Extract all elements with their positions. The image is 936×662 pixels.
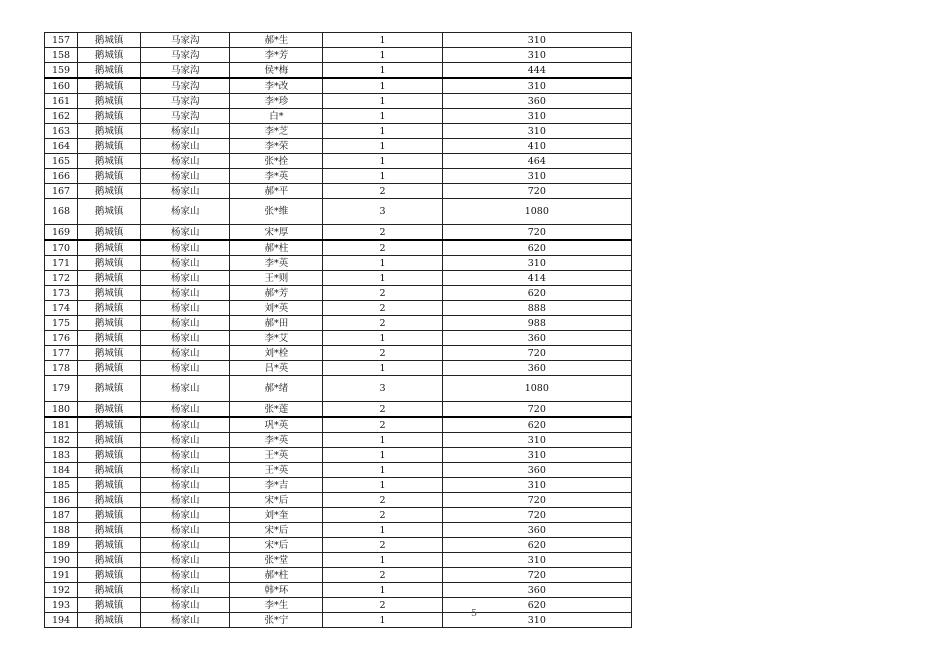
cell-name: 李*珍 (230, 94, 323, 109)
cell-village: 杨家山 (141, 448, 230, 463)
cell-name: 巩*英 (230, 417, 323, 433)
cell-town: 鹅城镇 (78, 331, 141, 346)
table-row (45, 598, 632, 613)
cell-count: 1 (323, 433, 442, 448)
cell-count: 2 (323, 225, 442, 241)
cell-count: 3 (323, 376, 442, 402)
cell-town: 鹅城镇 (78, 78, 141, 94)
cell-count: 1 (323, 361, 442, 376)
cell-village: 杨家山 (141, 184, 230, 199)
cell-village: 杨家山 (141, 286, 230, 301)
cell-name: 宋*厚 (230, 225, 323, 241)
cell-row-number: 194 (45, 613, 78, 628)
cell-village: 杨家山 (141, 493, 230, 508)
cell-amount: 310 (442, 478, 631, 493)
table-row (45, 478, 632, 493)
cell-amount: 720 (442, 402, 631, 418)
cell-amount: 310 (442, 48, 631, 63)
cell-village: 杨家山 (141, 463, 230, 478)
cell-town: 鹅城镇 (78, 240, 141, 256)
cell-village: 马家沟 (141, 109, 230, 124)
cell-name: 韩*环 (230, 583, 323, 598)
cell-row-number: 186 (45, 493, 78, 508)
cell-town: 鹅城镇 (78, 493, 141, 508)
cell-town: 鹅城镇 (78, 225, 141, 241)
cell-village: 马家沟 (141, 33, 230, 48)
cell-name: 侯*梅 (230, 63, 323, 79)
cell-village: 杨家山 (141, 613, 230, 628)
table-row (45, 448, 632, 463)
table-row (45, 63, 632, 79)
cell-row-number: 184 (45, 463, 78, 478)
cell-name: 王*英 (230, 463, 323, 478)
cell-row-number: 174 (45, 301, 78, 316)
cell-amount: 414 (442, 271, 631, 286)
cell-village: 杨家山 (141, 199, 230, 225)
cell-amount: 720 (442, 508, 631, 523)
cell-count: 2 (323, 493, 442, 508)
cell-name: 宋*后 (230, 523, 323, 538)
cell-row-number: 175 (45, 316, 78, 331)
cell-row-number: 173 (45, 286, 78, 301)
table-row (45, 402, 632, 418)
cell-amount: 464 (442, 154, 631, 169)
cell-amount: 310 (442, 448, 631, 463)
cell-town: 鹅城镇 (78, 169, 141, 184)
cell-name: 郝*柱 (230, 568, 323, 583)
cell-count: 1 (323, 613, 442, 628)
cell-village: 杨家山 (141, 331, 230, 346)
cell-count: 2 (323, 286, 442, 301)
cell-town: 鹅城镇 (78, 583, 141, 598)
cell-count: 1 (323, 94, 442, 109)
table-row (45, 286, 632, 301)
cell-amount: 620 (442, 417, 631, 433)
cell-row-number: 193 (45, 598, 78, 613)
table-row (45, 301, 632, 316)
cell-town: 鹅城镇 (78, 33, 141, 48)
cell-row-number: 170 (45, 240, 78, 256)
cell-amount: 620 (442, 538, 631, 553)
cell-town: 鹅城镇 (78, 316, 141, 331)
cell-amount: 310 (442, 613, 631, 628)
cell-town: 鹅城镇 (78, 433, 141, 448)
cell-amount: 720 (442, 225, 631, 241)
cell-row-number: 192 (45, 583, 78, 598)
cell-town: 鹅城镇 (78, 301, 141, 316)
cell-amount: 310 (442, 109, 631, 124)
cell-amount: 360 (442, 331, 631, 346)
cell-count: 1 (323, 154, 442, 169)
table-row (45, 376, 632, 402)
table-row (45, 199, 632, 225)
cell-count: 1 (323, 109, 442, 124)
cell-name: 郝*生 (230, 33, 323, 48)
cell-name: 张*堂 (230, 553, 323, 568)
table-row (45, 48, 632, 63)
cell-village: 杨家山 (141, 402, 230, 418)
cell-amount: 720 (442, 346, 631, 361)
cell-town: 鹅城镇 (78, 613, 141, 628)
cell-count: 1 (323, 271, 442, 286)
cell-row-number: 169 (45, 225, 78, 241)
cell-count: 1 (323, 331, 442, 346)
cell-count: 1 (323, 169, 442, 184)
cell-row-number: 165 (45, 154, 78, 169)
cell-amount: 360 (442, 463, 631, 478)
cell-name: 张*宁 (230, 613, 323, 628)
cell-name: 李*改 (230, 78, 323, 94)
table-row (45, 225, 632, 241)
cell-count: 2 (323, 417, 442, 433)
cell-name: 白* (230, 109, 323, 124)
cell-town: 鹅城镇 (78, 463, 141, 478)
cell-town: 鹅城镇 (78, 553, 141, 568)
cell-town: 鹅城镇 (78, 139, 141, 154)
cell-amount: 1080 (442, 199, 631, 225)
cell-row-number: 164 (45, 139, 78, 154)
cell-name: 郝*芳 (230, 286, 323, 301)
cell-town: 鹅城镇 (78, 256, 141, 271)
cell-town: 鹅城镇 (78, 63, 141, 79)
data-table (44, 32, 632, 628)
cell-row-number: 176 (45, 331, 78, 346)
cell-village: 杨家山 (141, 598, 230, 613)
cell-count: 1 (323, 124, 442, 139)
cell-row-number: 180 (45, 402, 78, 418)
cell-name: 刘*英 (230, 301, 323, 316)
cell-row-number: 183 (45, 448, 78, 463)
cell-row-number: 162 (45, 109, 78, 124)
cell-town: 鹅城镇 (78, 271, 141, 286)
cell-name: 李*吉 (230, 478, 323, 493)
table-row (45, 271, 632, 286)
cell-count: 1 (323, 256, 442, 271)
cell-count: 1 (323, 583, 442, 598)
cell-village: 杨家山 (141, 271, 230, 286)
table-row (45, 463, 632, 478)
cell-village: 杨家山 (141, 346, 230, 361)
cell-town: 鹅城镇 (78, 402, 141, 418)
cell-village: 马家沟 (141, 94, 230, 109)
cell-amount: 310 (442, 256, 631, 271)
cell-row-number: 157 (45, 33, 78, 48)
table-row (45, 417, 632, 433)
cell-name: 郝*柱 (230, 240, 323, 256)
cell-name: 郝*平 (230, 184, 323, 199)
cell-row-number: 181 (45, 417, 78, 433)
table-row (45, 538, 632, 553)
cell-row-number: 185 (45, 478, 78, 493)
cell-town: 鹅城镇 (78, 184, 141, 199)
cell-row-number: 187 (45, 508, 78, 523)
cell-town: 鹅城镇 (78, 199, 141, 225)
cell-name: 宋*后 (230, 538, 323, 553)
cell-town: 鹅城镇 (78, 361, 141, 376)
cell-town: 鹅城镇 (78, 417, 141, 433)
cell-amount: 620 (442, 598, 631, 613)
cell-village: 杨家山 (141, 139, 230, 154)
table-row (45, 124, 632, 139)
cell-town: 鹅城镇 (78, 508, 141, 523)
cell-village: 杨家山 (141, 361, 230, 376)
cell-count: 1 (323, 523, 442, 538)
cell-village: 杨家山 (141, 583, 230, 598)
cell-town: 鹅城镇 (78, 376, 141, 402)
cell-row-number: 167 (45, 184, 78, 199)
table-row (45, 553, 632, 568)
cell-name: 李*英 (230, 256, 323, 271)
cell-village: 杨家山 (141, 256, 230, 271)
cell-amount: 310 (442, 169, 631, 184)
cell-amount: 720 (442, 493, 631, 508)
cell-village: 杨家山 (141, 225, 230, 241)
cell-town: 鹅城镇 (78, 154, 141, 169)
table-row (45, 583, 632, 598)
cell-town: 鹅城镇 (78, 478, 141, 493)
cell-name: 宋*后 (230, 493, 323, 508)
table-row (45, 493, 632, 508)
cell-row-number: 172 (45, 271, 78, 286)
cell-row-number: 171 (45, 256, 78, 271)
cell-village: 杨家山 (141, 538, 230, 553)
cell-amount: 888 (442, 301, 631, 316)
cell-amount: 310 (442, 124, 631, 139)
cell-amount: 444 (442, 63, 631, 79)
cell-town: 鹅城镇 (78, 94, 141, 109)
page-number: 5 (471, 608, 478, 619)
cell-name: 李*艾 (230, 331, 323, 346)
table-row (45, 109, 632, 124)
table-row (45, 33, 632, 48)
cell-town: 鹅城镇 (78, 568, 141, 583)
cell-row-number: 166 (45, 169, 78, 184)
cell-count: 1 (323, 63, 442, 79)
cell-name: 李*英 (230, 169, 323, 184)
table-row (45, 331, 632, 346)
cell-row-number: 161 (45, 94, 78, 109)
cell-row-number: 188 (45, 523, 78, 538)
cell-amount: 720 (442, 568, 631, 583)
cell-village: 杨家山 (141, 240, 230, 256)
cell-town: 鹅城镇 (78, 48, 141, 63)
cell-count: 2 (323, 598, 442, 613)
cell-row-number: 179 (45, 376, 78, 402)
cell-row-number: 160 (45, 78, 78, 94)
cell-village: 杨家山 (141, 478, 230, 493)
cell-count: 1 (323, 448, 442, 463)
cell-name: 王*英 (230, 448, 323, 463)
cell-village: 杨家山 (141, 124, 230, 139)
cell-amount: 620 (442, 286, 631, 301)
cell-amount: 410 (442, 139, 631, 154)
cell-amount: 360 (442, 583, 631, 598)
cell-village: 杨家山 (141, 553, 230, 568)
table-row (45, 361, 632, 376)
cell-amount: 360 (442, 94, 631, 109)
table-row (45, 316, 632, 331)
table-row (45, 94, 632, 109)
cell-name: 李*荣 (230, 139, 323, 154)
table-row (45, 568, 632, 583)
table-row (45, 433, 632, 448)
cell-village: 杨家山 (141, 508, 230, 523)
cell-row-number: 191 (45, 568, 78, 583)
cell-name: 刘*奎 (230, 508, 323, 523)
cell-count: 1 (323, 463, 442, 478)
cell-row-number: 168 (45, 199, 78, 225)
cell-town: 鹅城镇 (78, 346, 141, 361)
table-row (45, 613, 632, 628)
cell-name: 李*芝 (230, 124, 323, 139)
cell-row-number: 190 (45, 553, 78, 568)
cell-amount: 310 (442, 33, 631, 48)
cell-count: 3 (323, 199, 442, 225)
cell-amount: 310 (442, 78, 631, 94)
cell-amount: 720 (442, 184, 631, 199)
cell-amount: 620 (442, 240, 631, 256)
cell-count: 2 (323, 538, 442, 553)
cell-row-number: 163 (45, 124, 78, 139)
cell-village: 杨家山 (141, 301, 230, 316)
cell-name: 刘*栓 (230, 346, 323, 361)
table-row (45, 256, 632, 271)
cell-town: 鹅城镇 (78, 448, 141, 463)
cell-count: 1 (323, 33, 442, 48)
cell-town: 鹅城镇 (78, 109, 141, 124)
cell-name: 郝*绪 (230, 376, 323, 402)
cell-amount: 988 (442, 316, 631, 331)
cell-name: 张*莲 (230, 402, 323, 418)
table-row (45, 240, 632, 256)
cell-count: 2 (323, 301, 442, 316)
cell-count: 2 (323, 568, 442, 583)
cell-town: 鹅城镇 (78, 538, 141, 553)
cell-row-number: 182 (45, 433, 78, 448)
cell-amount: 360 (442, 361, 631, 376)
cell-name: 李*生 (230, 598, 323, 613)
cell-count: 1 (323, 553, 442, 568)
table-body (45, 33, 632, 628)
cell-village: 杨家山 (141, 433, 230, 448)
cell-village: 杨家山 (141, 417, 230, 433)
table-row (45, 169, 632, 184)
cell-name: 李*芳 (230, 48, 323, 63)
cell-row-number: 159 (45, 63, 78, 79)
cell-village: 杨家山 (141, 376, 230, 402)
cell-count: 2 (323, 508, 442, 523)
cell-amount: 1080 (442, 376, 631, 402)
cell-row-number: 189 (45, 538, 78, 553)
cell-count: 2 (323, 346, 442, 361)
cell-amount: 310 (442, 433, 631, 448)
cell-count: 1 (323, 139, 442, 154)
cell-count: 2 (323, 402, 442, 418)
table-row (45, 346, 632, 361)
cell-village: 杨家山 (141, 316, 230, 331)
cell-village: 杨家山 (141, 154, 230, 169)
table-row (45, 523, 632, 538)
table-row (45, 78, 632, 94)
cell-town: 鹅城镇 (78, 286, 141, 301)
cell-name: 张*维 (230, 199, 323, 225)
cell-name: 张*拴 (230, 154, 323, 169)
cell-name: 吕*英 (230, 361, 323, 376)
cell-count: 2 (323, 184, 442, 199)
cell-amount: 360 (442, 523, 631, 538)
table-row (45, 508, 632, 523)
cell-count: 1 (323, 48, 442, 63)
cell-count: 2 (323, 316, 442, 331)
cell-town: 鹅城镇 (78, 598, 141, 613)
cell-village: 马家沟 (141, 48, 230, 63)
cell-count: 2 (323, 240, 442, 256)
table-row (45, 154, 632, 169)
cell-village: 杨家山 (141, 523, 230, 538)
cell-village: 杨家山 (141, 169, 230, 184)
cell-name: 王*则 (230, 271, 323, 286)
cell-row-number: 178 (45, 361, 78, 376)
cell-village: 杨家山 (141, 568, 230, 583)
cell-row-number: 177 (45, 346, 78, 361)
cell-row-number: 158 (45, 48, 78, 63)
cell-village: 马家沟 (141, 78, 230, 94)
cell-town: 鹅城镇 (78, 124, 141, 139)
table-row (45, 184, 632, 199)
cell-town: 鹅城镇 (78, 523, 141, 538)
cell-name: 郝*田 (230, 316, 323, 331)
table-row (45, 139, 632, 154)
cell-count: 1 (323, 78, 442, 94)
cell-count: 1 (323, 478, 442, 493)
cell-name: 李*英 (230, 433, 323, 448)
cell-amount: 310 (442, 553, 631, 568)
cell-village: 马家沟 (141, 63, 230, 79)
